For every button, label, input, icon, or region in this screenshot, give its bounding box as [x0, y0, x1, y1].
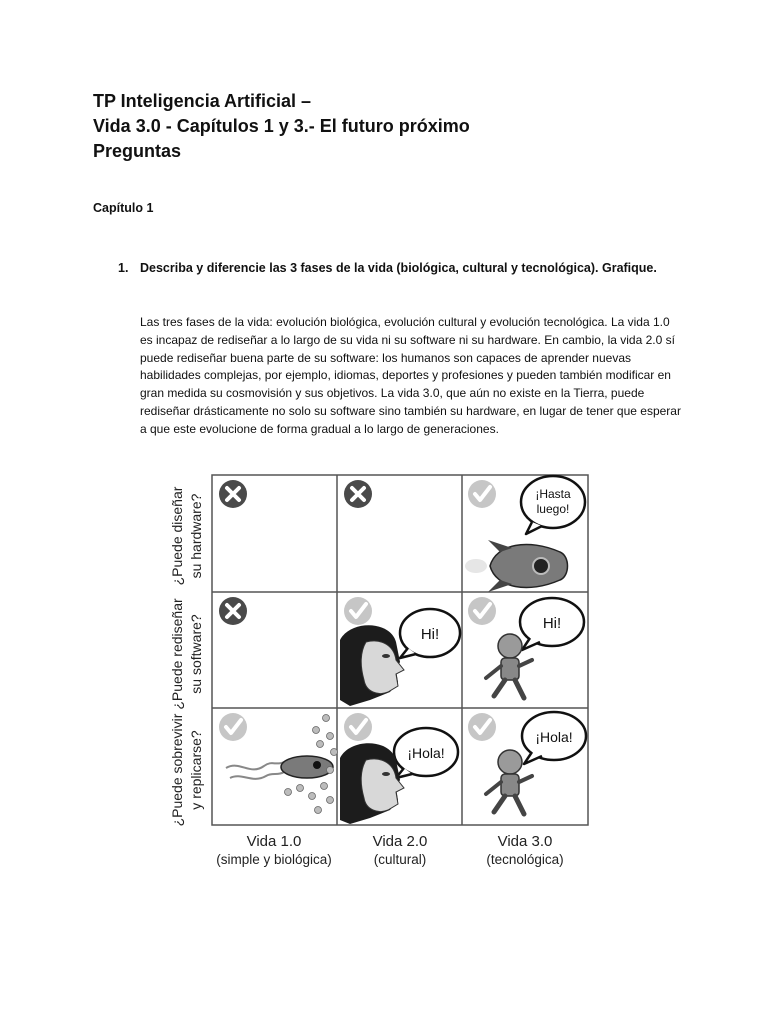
speech-bubble-rocket: [521, 476, 585, 534]
column-label-1-line-1: Vida 1.0: [246, 833, 302, 850]
question-text: Describa y diferencie las 3 fases de la vida (biológica, cultural y tecnológica). Grafique.: [140, 261, 657, 275]
hi-robot-text: Hi!: [542, 615, 562, 632]
life-stages-diagram: [160, 470, 600, 870]
row-label-2-line-1: ¿Puede rediseñar: [169, 598, 185, 710]
speech-bubble-hola-robot: [522, 712, 586, 764]
check-icon: [468, 713, 496, 741]
question-1: [118, 259, 678, 277]
column-label-2-line-2: (cultural): [373, 852, 427, 867]
row-label-2-line-2: su software?: [188, 614, 204, 694]
rocket-icon: [465, 540, 568, 592]
robot-icon: [486, 750, 532, 814]
row-label-1-line-2: su hardware?: [188, 493, 204, 579]
row-label-3-line-2: y replicarse?: [188, 730, 204, 810]
check-icon: [468, 480, 496, 508]
title-line-1: TP Inteligencia Artificial –: [93, 91, 312, 111]
check-icon: [219, 713, 247, 741]
column-label-1-line-2: (simple y biológica): [216, 852, 332, 867]
check-icon: [468, 597, 496, 625]
column-label-3-line-2: (tecnológica): [486, 852, 564, 867]
cross-icon: [219, 480, 247, 508]
row-label-1-line-1: ¿Puede diseñar: [169, 486, 185, 586]
hola-robot-text: ¡Hola!: [535, 729, 573, 745]
speech-bubble-hi-human: [400, 609, 460, 658]
rocket-speech-line-2: luego!: [536, 502, 570, 516]
speech-bubble-hi-robot: [520, 598, 584, 650]
title-line-2: Vida 3.0 - Capítulos 1 y 3.- El futuro próximo: [93, 116, 470, 136]
speech-bubble-hola-human: [394, 728, 458, 778]
row-label-3-line-1: ¿Puede sobrevivir: [169, 713, 185, 827]
cross-icon: [344, 480, 372, 508]
title-line-3: Preguntas: [93, 141, 182, 161]
rocket-speech-line-1: ¡Hasta: [535, 487, 571, 501]
check-icon: [344, 597, 372, 625]
hola-human-text: ¡Hola!: [407, 745, 445, 761]
chapter-heading: Capítulo 1: [93, 201, 154, 215]
column-label-3-line-1: Vida 3.0: [497, 833, 553, 850]
check-icon: [344, 713, 372, 741]
answer-paragraph: Las tres fases de la vida: evolución biológica, evolución cultural y evolución tecnológica. La vida 1.0 es incapaz de rediseñar a lo largo de su vida ni su software ni su hardware. En cambio, la vida 2.0 sí puede rediseñar buena parte de su software: los humanos son capaces de aprender nuevas habilidades complejas, por ejemplo, idiomas, deportes y profesiones y pueden también modificar en gran medida su cosmovisión y sus objetivos. La vida 3.0, que aún no existe en la Tierra, puede rediseñar drásticamente no solo su software sino también su hardware, en lugar de tener que esperar a que este evolucione de forma gradual a lo largo de generaciones.: [140, 315, 681, 436]
document-title: [93, 89, 470, 164]
question-number: 1.: [118, 261, 129, 275]
human-face-icon: [340, 625, 404, 706]
column-label-2-line-1: Vida 2.0: [372, 833, 428, 850]
cross-icon: [219, 597, 247, 625]
hi-human-text: Hi!: [420, 626, 440, 643]
life-stages-figure: [160, 470, 600, 870]
